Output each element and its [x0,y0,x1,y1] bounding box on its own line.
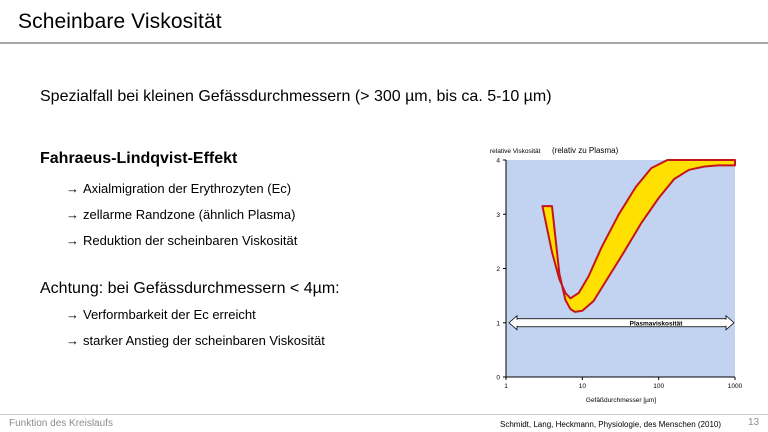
y-tick-label: 4 [496,157,500,165]
bullet-item [66,307,256,322]
page-number: 13 [748,417,760,428]
subtitle: Spezialfall bei kleinen Gefässdurchmessern (> 300 µm, bis ca. 5-10 µm) [40,88,552,105]
viscosity-chart [480,140,750,410]
x-tick-label: 1 [504,383,508,390]
arrow-right-icon: → [66,233,79,248]
x-tick-label: 1000 [727,383,743,390]
bullet-text: zellarme Randzone (ähnlich Plasma) [83,207,296,222]
plasma-label: Plasmaviskosität [629,320,683,328]
title-divider [0,42,768,44]
arrow-right-icon: → [66,333,79,348]
bullet-text: Verformbarkeit der Ec erreicht [83,307,256,322]
bullet-item [66,333,325,348]
bullet-text: Axialmigration der Erythrozyten (Ec) [83,181,292,196]
y-ticks [496,158,506,382]
bullet-item [66,181,291,196]
x-tick-label: 100 [653,383,665,390]
arrow-right-icon: → [66,181,79,196]
arrow-right-icon: → [66,307,79,322]
bullet-text: starker Anstieg der scheinbaren Viskosität [83,333,325,348]
y-tick-label: 0 [496,374,500,382]
y-axis-label-note: (relativ zu Plasma) [552,146,619,155]
x-ticks [504,377,742,390]
bullet-text: Reduktion der scheinbaren Viskosität [83,233,298,248]
y-tick-label: 3 [496,211,500,219]
footer-divider [0,414,768,415]
section1-heading: Fahraeus-Lindqvist-Effekt [40,150,238,167]
bullet-item [66,233,297,248]
y-tick-label: 2 [496,266,500,273]
y-axis-label: relative Viskosität [490,148,541,155]
y-tick-label: 1 [496,320,500,328]
x-axis-label: Gefäßdurchmesser [µm] [585,397,657,404]
footer-citation: Schmidt, Lang, Heckmann, Physiologie, des Menschen (2010) [500,420,722,429]
x-tick-label: 10 [578,383,586,390]
bullet-item [66,207,295,222]
plot-background [506,160,735,377]
footer-section-title: Funktion des Kreislaufs [9,418,113,429]
plasma-arrow-fill [516,320,727,326]
section2-heading: Achtung: bei Gefässdurchmessern < 4µm: [40,280,340,297]
arrow-right-icon: → [66,207,79,222]
slide-title: Scheinbare Viskosität [18,10,222,33]
